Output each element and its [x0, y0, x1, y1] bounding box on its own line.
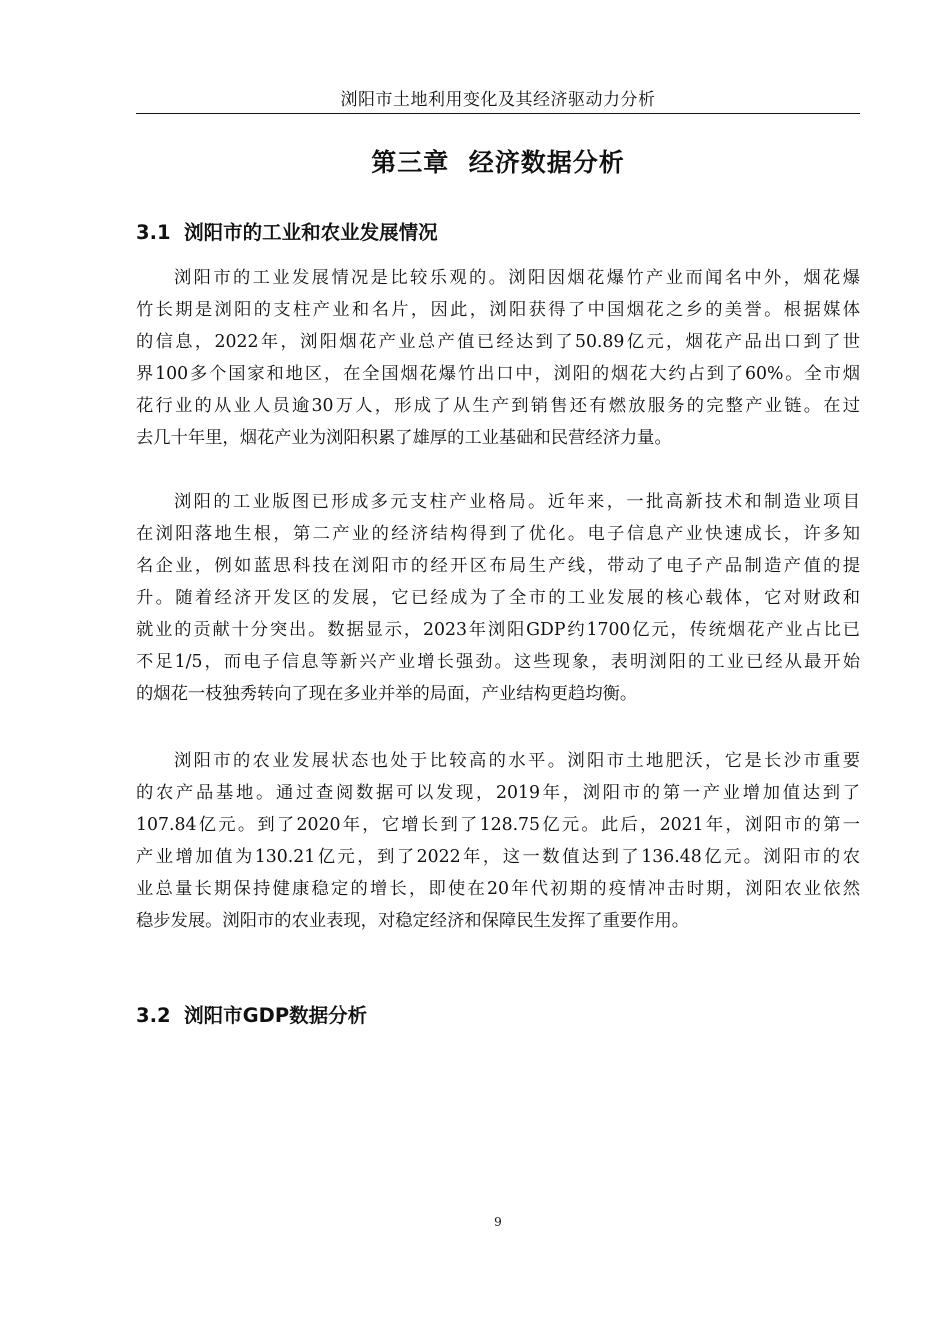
paragraph-line: 界100多个国家和地区，在全国烟花爆竹出口中，浏阳的烟花大约占到了60%。全市烟 — [136, 364, 860, 384]
chapter-title: 第三章 经济数据分析 — [371, 148, 625, 177]
section-heading-3-2: 3.2 浏阳市GDP数据分析 — [136, 1004, 368, 1027]
paragraph-line: 就业的贡献十分突出。数据显示，2023年浏阳GDP约1700亿元，传统烟花产业占比已 — [136, 620, 860, 640]
paragraph-line: 去几十年里，烟花产业为浏阳积累了雄厚的工业基础和民营经济力量。 — [136, 428, 672, 448]
paragraph-line: 产业增加值为130.21亿元，到了2022年，这一数值达到了136.48亿元。浏阳市的农 — [136, 847, 860, 867]
paragraph-line: 浏阳市的工业发展情况是比较乐观的。浏阳因烟花爆竹产业而闻名中外，烟花爆 — [174, 268, 860, 288]
paragraph-line: 107.84亿元。到了2020年，它增长到了128.75亿元。此后，2021年，浏阳市的第一 — [136, 815, 860, 835]
paragraph-line: 稳步发展。浏阳市的农业表现，对稳定经济和保障民生发挥了重要作用。 — [136, 911, 690, 931]
paragraph-line: 名企业，例如蓝思科技在浏阳市的经开区布局生产线，带动了电子产品制造产值的提 — [136, 556, 860, 576]
paragraph-fireworks-industry — [136, 262, 860, 454]
paragraph-line: 竹长期是浏阳的支柱产业和名片，因此，浏阳获得了中国烟花之乡的美誉。根据媒体 — [136, 300, 860, 320]
paragraph-line: 的烟花一枝独秀转向了现在多业并举的局面，产业结构更趋均衡。 — [136, 684, 638, 704]
header-rule — [136, 113, 860, 114]
paragraph-line: 不足1/5，而电子信息等新兴产业增长强劲。这些现象，表明浏阳的工业已经从最开始 — [136, 652, 860, 672]
paragraph-line: 浏阳市的农业发展状态也处于比较高的水平。浏阳市土地肥沃，它是长沙市重要 — [174, 751, 860, 771]
paragraph-line: 的农产品基地。通过查阅数据可以发现，2019年，浏阳市的第一产业增加值达到了 — [136, 783, 860, 803]
paragraph-line: 业总量长期保持健康稳定的增长，即使在20年代初期的疫情冲击时期，浏阳农业依然 — [136, 879, 860, 899]
paragraph-agriculture — [136, 745, 860, 937]
paragraph-line: 的信息，2022年，浏阳烟花产业总产值已经达到了50.89亿元，烟花产品出口到了世 — [136, 332, 860, 352]
paragraph-line: 升。随着经济开发区的发展，它已经成为了全市的工业发展的核心载体，它对财政和 — [136, 588, 860, 608]
running-header: 浏阳市土地利用变化及其经济驱动力分析 — [340, 90, 656, 110]
paragraph-line: 花行业的从业人员逾30万人，形成了从生产到销售还有燃放服务的完整产业链。在过 — [136, 396, 860, 416]
paragraph-line: 在浏阳落地生根，第二产业的经济结构得到了优化。电子信息产业快速成长，许多知 — [136, 524, 860, 544]
paragraph-industrial-structure — [136, 486, 860, 710]
paragraph-line: 浏阳的工业版图已形成多元支柱产业格局。近年来，一批高新技术和制造业项目 — [174, 492, 860, 512]
page-number: 9 — [494, 1215, 502, 1229]
section-heading-3-1: 3.1 浏阳市的工业和农业发展情况 — [136, 221, 438, 244]
